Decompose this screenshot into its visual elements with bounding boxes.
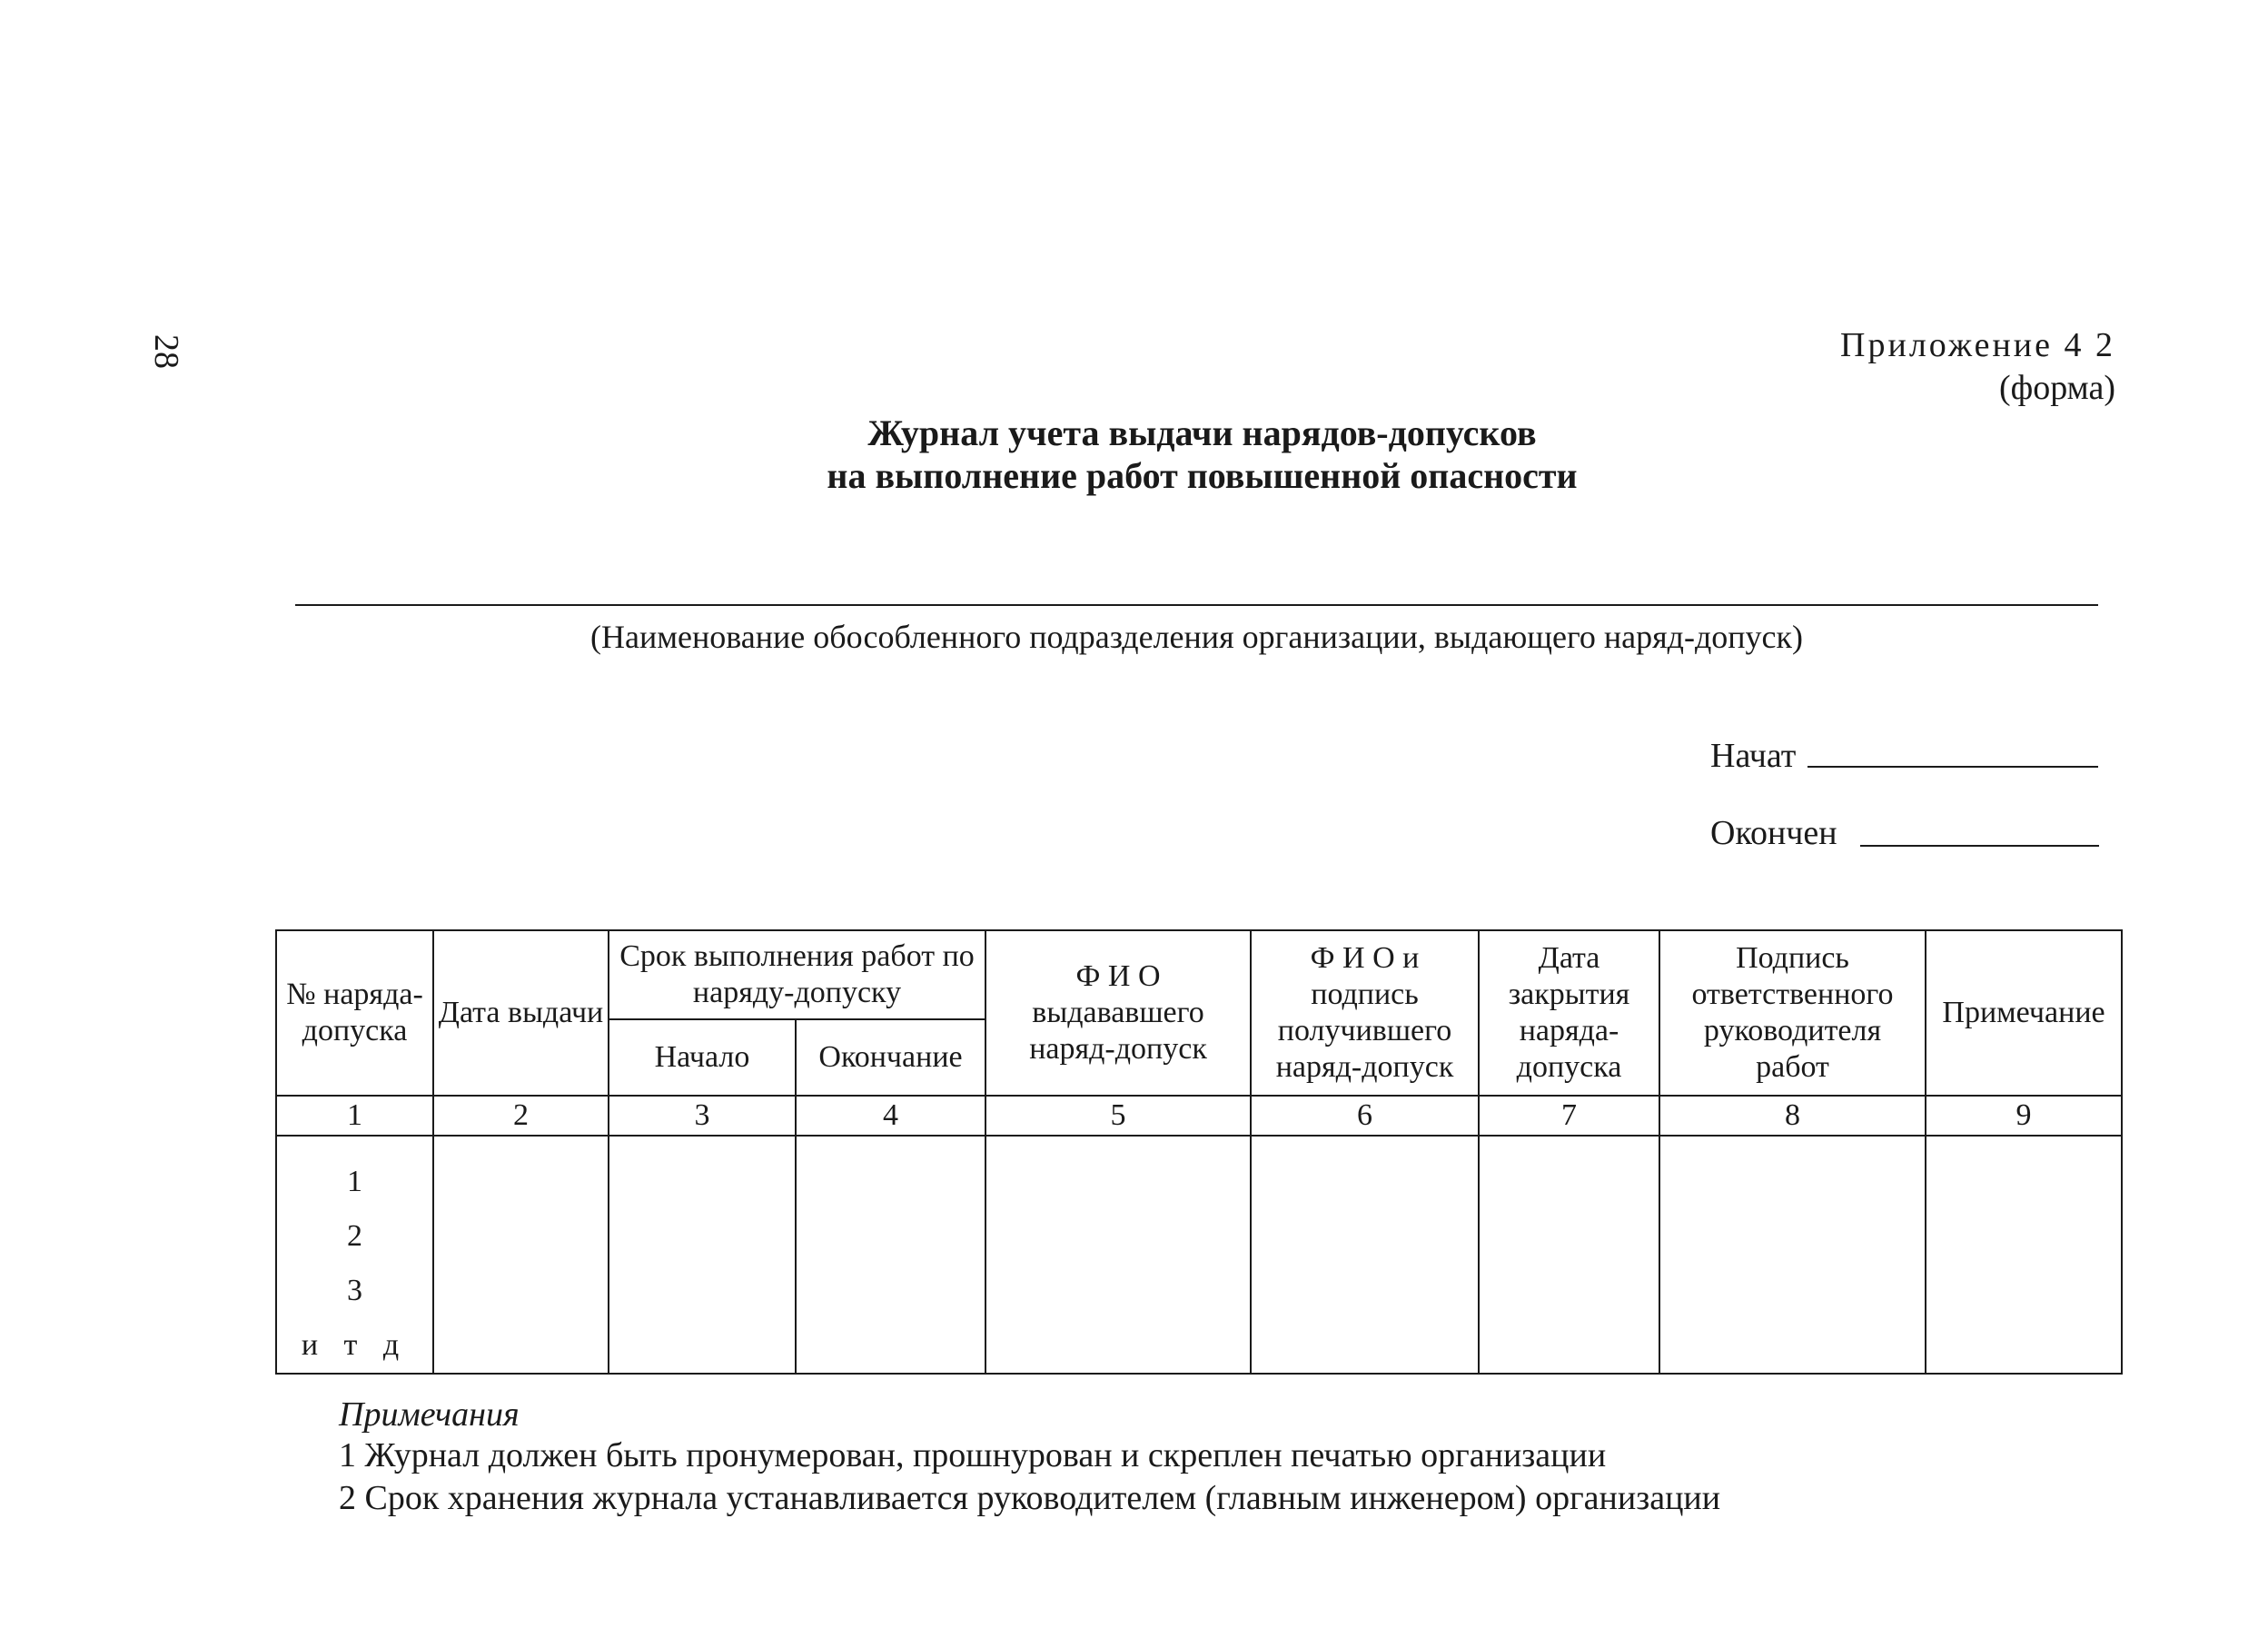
started-label: Начат bbox=[1710, 737, 1797, 775]
header-issue-date: Дата выдачи bbox=[433, 930, 609, 1096]
form-label: (форма) bbox=[1998, 369, 2115, 407]
ended-label: Окончен bbox=[1710, 814, 1837, 852]
header-close-date: Дата закрытия наряда-допуска bbox=[1479, 930, 1659, 1096]
column-number-cell: 6 bbox=[1251, 1096, 1479, 1136]
empty-cell bbox=[1479, 1136, 1659, 1374]
note-item: 1 Журнал должен быть пронумерован, прошнурован и скреплен печатью организации bbox=[339, 1436, 1607, 1474]
notes-heading: Примечания bbox=[339, 1395, 520, 1434]
organization-name-line bbox=[295, 604, 2098, 606]
empty-cell bbox=[1251, 1136, 1479, 1374]
column-number-cell: 8 bbox=[1659, 1096, 1926, 1136]
header-issuer: Ф И О выдававшего наряд-допуск bbox=[985, 930, 1251, 1096]
page-number: 28 bbox=[147, 334, 185, 369]
appendix-label: Приложение 4 2 bbox=[1840, 326, 2115, 364]
column-number-cell: 5 bbox=[985, 1096, 1251, 1136]
organization-name-caption: (Наименование обособленного подразделения организации, выдающего наряд-допуск) bbox=[589, 619, 1803, 655]
empty-cell bbox=[433, 1136, 609, 1374]
column-number-cell: 3 bbox=[609, 1096, 796, 1136]
header-term-start: Начало bbox=[609, 1019, 796, 1096]
empty-cell bbox=[985, 1136, 1251, 1374]
journal-table bbox=[275, 929, 2123, 1375]
header-term: Срок выполнения работ по наряду-допуску bbox=[609, 930, 985, 1019]
started-date-line bbox=[1807, 766, 2098, 768]
column-number-cell: 7 bbox=[1479, 1096, 1659, 1136]
empty-cell bbox=[1926, 1136, 2122, 1374]
header-note: Примечание bbox=[1926, 930, 2122, 1096]
table-row-number: 3 bbox=[347, 1274, 362, 1307]
table-row-number: 1 bbox=[347, 1165, 362, 1198]
empty-cell bbox=[1659, 1136, 1926, 1374]
table-row-number: и т д bbox=[301, 1328, 409, 1362]
table-row-number: 2 bbox=[347, 1219, 362, 1253]
header-receiver: Ф И О и подпись получившего наряд-допуск bbox=[1251, 930, 1479, 1096]
document-title-line2: на выполнение работ повышенной опасности bbox=[827, 455, 1578, 496]
column-number-cell: 2 bbox=[433, 1096, 609, 1136]
column-number-cell: 4 bbox=[796, 1096, 985, 1136]
column-number-cell: 1 bbox=[276, 1096, 433, 1136]
empty-cell bbox=[609, 1136, 796, 1374]
header-term-end: Окончание bbox=[796, 1019, 985, 1096]
note-item: 2 Срок хранения журнала устанавливается руководителем (главным инженером) организации bbox=[339, 1479, 1721, 1517]
header-supervisor-signature: Подпись ответственного руководителя работ bbox=[1659, 930, 1926, 1096]
document-title-line1: Журнал учета выдачи нарядов-допусков bbox=[867, 412, 1537, 453]
header-number: № наряда-допуска bbox=[276, 930, 433, 1096]
ended-date-line bbox=[1860, 845, 2099, 847]
row-numbers-cell bbox=[276, 1136, 433, 1374]
empty-cell bbox=[796, 1136, 985, 1374]
column-number-cell: 9 bbox=[1926, 1096, 2122, 1136]
